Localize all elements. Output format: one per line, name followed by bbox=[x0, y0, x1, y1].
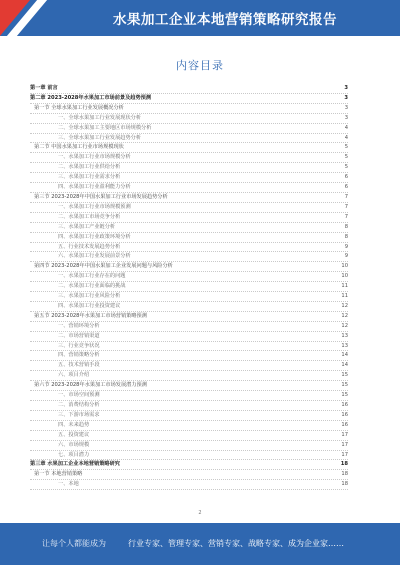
toc-entry-page: 15 bbox=[341, 372, 348, 379]
toc-entry[interactable] bbox=[30, 203, 348, 213]
toc-entry-title: 三、水果加工行业风险分析 bbox=[58, 293, 121, 300]
toc-entry-page: 18 bbox=[341, 471, 348, 478]
toc-entry[interactable] bbox=[30, 411, 348, 421]
toc-heading: 内容目录 bbox=[176, 59, 224, 72]
toc-entry-page: 11 bbox=[341, 293, 348, 300]
toc-entry-title: 六、水果加工行业发展前景分析 bbox=[58, 253, 131, 260]
toc-entry-title: 三、行业竞争状况 bbox=[58, 342, 100, 349]
toc-entry[interactable] bbox=[30, 272, 348, 282]
toc-entry-page: 5 bbox=[344, 154, 348, 161]
toc-entry-title: 三、水果加工产业链分析 bbox=[58, 223, 116, 230]
toc-entry-title: 一、水果加工行业市场规模分析 bbox=[58, 154, 131, 161]
toc-entry-page: 7 bbox=[344, 203, 348, 210]
toc-entry-page: 3 bbox=[344, 85, 348, 91]
toc-entry-title: 五、行业技术发展趋势分析 bbox=[58, 243, 121, 250]
toc-entry[interactable] bbox=[30, 371, 348, 381]
toc-entry-page: 3 bbox=[344, 104, 348, 111]
footer-lead-text: 让每个人都能成为 bbox=[42, 539, 106, 548]
toc-entry-page: 16 bbox=[341, 421, 348, 428]
toc-entry-page: 13 bbox=[341, 332, 348, 339]
toc-entry[interactable] bbox=[30, 252, 348, 262]
toc-entry-page: 5 bbox=[344, 164, 348, 171]
toc-entry[interactable] bbox=[30, 153, 348, 163]
toc-entry[interactable] bbox=[30, 173, 348, 183]
toc-entry[interactable] bbox=[30, 233, 348, 243]
toc-entry-page: 18 bbox=[341, 481, 348, 488]
toc-entry-title: 三、全球水果加工行业发展趋势分析 bbox=[58, 134, 142, 141]
toc-entry[interactable] bbox=[30, 124, 348, 134]
toc-entry-page: 17 bbox=[341, 441, 348, 448]
toc-entry-title: 二、水果加工行业面临的挑战 bbox=[58, 283, 126, 290]
toc-entry-page: 9 bbox=[344, 243, 348, 250]
toc-entry[interactable] bbox=[30, 460, 348, 470]
toc-entry[interactable] bbox=[30, 401, 348, 411]
toc-entry[interactable] bbox=[30, 114, 348, 124]
toc-entry-title: 第六节 2023-2028年水果加工市场发展潜力预测 bbox=[34, 382, 147, 389]
toc-entry-title: 第一节 本地营销策略 bbox=[34, 471, 83, 478]
report-header bbox=[0, 0, 400, 36]
toc-entry-title: 第一章 前言 bbox=[30, 85, 58, 91]
table-of-contents bbox=[30, 84, 348, 490]
toc-entry-title: 二、水果加工行业供给分析 bbox=[58, 164, 121, 171]
toc-entry-title: 一、营销环境分析 bbox=[58, 322, 100, 329]
toc-entry-title: 二、全球水果加工主要地区市场规模分析 bbox=[58, 124, 152, 131]
toc-entry-page: 10 bbox=[341, 263, 348, 270]
toc-entry-title: 六、市场规模 bbox=[58, 441, 90, 448]
toc-entry-page: 8 bbox=[344, 233, 348, 240]
toc-entry-page: 16 bbox=[341, 402, 348, 408]
toc-entry[interactable] bbox=[30, 143, 348, 153]
toc-entry[interactable] bbox=[30, 351, 348, 361]
toc-entry-title: 四、水果加工行业政策环境分析 bbox=[58, 233, 131, 240]
toc-entry-title: 第五节 2023-2028年水果加工市场营销策略预测 bbox=[34, 312, 147, 319]
toc-entry[interactable] bbox=[30, 470, 348, 480]
toc-entry-page: 14 bbox=[341, 362, 348, 369]
toc-entry[interactable] bbox=[30, 312, 348, 322]
toc-entry-page: 17 bbox=[341, 431, 348, 438]
toc-entry[interactable] bbox=[30, 480, 348, 490]
toc-entry[interactable] bbox=[30, 193, 348, 203]
toc-entry[interactable] bbox=[30, 441, 348, 451]
page-number: 2 bbox=[198, 510, 202, 516]
report-footer bbox=[0, 523, 400, 565]
toc-entry-title: 三、水果加工行业需求分析 bbox=[58, 174, 121, 181]
toc-entry-title: 六、项目介绍 bbox=[58, 372, 90, 379]
toc-entry-title: 五、投资建议 bbox=[58, 431, 90, 438]
toc-entry[interactable] bbox=[30, 302, 348, 312]
toc-entry-page: 3 bbox=[344, 94, 348, 101]
toc-entry-page: 18 bbox=[340, 461, 348, 468]
toc-entry-page: 6 bbox=[344, 174, 348, 181]
footer-roles-text: 行业专家、管理专家、营销专家、战略专家、成为企业家…… bbox=[128, 539, 344, 548]
toc-entry-page: 8 bbox=[344, 223, 348, 230]
toc-entry[interactable] bbox=[30, 94, 348, 104]
toc-entry[interactable] bbox=[30, 342, 348, 352]
toc-entry-page: 15 bbox=[341, 392, 348, 399]
toc-entry-page: 5 bbox=[344, 144, 348, 151]
toc-entry-title: 第四节 2023-2028年中国水果加工企业发展问题与风险分析 bbox=[34, 263, 173, 270]
toc-entry-title: 第三节 2023-2028年中国水果加工行业市场发展趋势分析 bbox=[34, 193, 168, 200]
toc-entry-page: 12 bbox=[341, 302, 348, 309]
toc-entry-page: 14 bbox=[341, 352, 348, 359]
toc-entry-title: 七、项目潜力 bbox=[58, 451, 90, 458]
toc-entry-title: 二、水果加工市场竞争分析 bbox=[58, 213, 121, 220]
toc-entry-title: 二、市场营销渠道 bbox=[58, 332, 100, 339]
toc-entry-title: 第一节 全球水果加工行业发展概况分析 bbox=[34, 104, 124, 111]
toc-entry[interactable] bbox=[30, 134, 348, 144]
toc-entry[interactable] bbox=[30, 451, 348, 461]
toc-entry[interactable] bbox=[30, 391, 348, 401]
toc-entry[interactable] bbox=[30, 381, 348, 391]
toc-entry-title: 一、水果加工行业市场规模预测 bbox=[58, 203, 131, 210]
toc-entry[interactable] bbox=[30, 322, 348, 332]
toc-entry-page: 7 bbox=[344, 213, 348, 220]
toc-entry-title: 四、水果加工行业盈利能力分析 bbox=[58, 184, 131, 191]
toc-entry-page: 9 bbox=[344, 253, 348, 260]
toc-entry[interactable] bbox=[30, 183, 348, 193]
toc-entry-page: 3 bbox=[344, 114, 348, 121]
toc-entry-title: 第三章 水果加工企业本地营销策略研究 bbox=[30, 461, 120, 468]
toc-entry[interactable] bbox=[30, 84, 348, 94]
toc-entry-page: 12 bbox=[341, 322, 348, 329]
toc-entry-title: 一、本地 bbox=[58, 481, 79, 488]
toc-entry[interactable] bbox=[30, 361, 348, 371]
toc-entry-page: 16 bbox=[341, 411, 348, 418]
toc-entry[interactable] bbox=[30, 223, 348, 233]
toc-entry-title: 五、技术营销手段 bbox=[58, 362, 100, 369]
toc-entry-title: 二、消费结构分析 bbox=[58, 402, 100, 408]
toc-entry[interactable] bbox=[30, 262, 348, 272]
toc-entry-page: 17 bbox=[341, 451, 348, 458]
toc-entry[interactable] bbox=[30, 282, 348, 292]
toc-entry-page: 13 bbox=[341, 342, 348, 349]
toc-entry-page: 12 bbox=[341, 312, 348, 319]
toc-entry[interactable] bbox=[30, 431, 348, 441]
report-title: 水果加工企业本地营销策略研究报告 bbox=[113, 12, 337, 28]
toc-entry-title: 一、全球水果加工行业发展现状分析 bbox=[58, 114, 142, 121]
toc-entry[interactable] bbox=[30, 163, 348, 173]
toc-entry-title: 四、水果加工行业投资建议 bbox=[58, 302, 121, 309]
toc-entry-page: 11 bbox=[341, 283, 348, 290]
toc-entry-page: 6 bbox=[344, 184, 348, 191]
toc-entry-page: 7 bbox=[344, 193, 348, 200]
toc-entry-title: 第二节 中国水果加工行业市场规模现状 bbox=[34, 144, 124, 151]
toc-entry[interactable] bbox=[30, 292, 348, 302]
toc-entry-title: 四、未来趋势 bbox=[58, 421, 90, 428]
toc-entry[interactable] bbox=[30, 421, 348, 431]
toc-entry[interactable] bbox=[30, 213, 348, 223]
toc-entry[interactable] bbox=[30, 104, 348, 114]
toc-entry[interactable] bbox=[30, 243, 348, 253]
toc-entry-page: 4 bbox=[344, 124, 348, 131]
toc-entry-title: 四、营销策略分析 bbox=[58, 352, 100, 359]
toc-entry-page: 4 bbox=[344, 134, 348, 141]
toc-entry-page: 10 bbox=[341, 273, 348, 280]
toc-entry-title: 一、水果加工行业存在的问题 bbox=[58, 273, 126, 280]
toc-entry-title: 一、市场空间预测 bbox=[58, 392, 100, 399]
toc-entry[interactable] bbox=[30, 332, 348, 342]
toc-entry-page: 15 bbox=[341, 382, 348, 389]
toc-entry-title: 第二章 2023-2028年水果加工市场前景及趋势预测 bbox=[30, 94, 152, 101]
toc-entry-title: 三、下游市场需求 bbox=[58, 411, 100, 418]
